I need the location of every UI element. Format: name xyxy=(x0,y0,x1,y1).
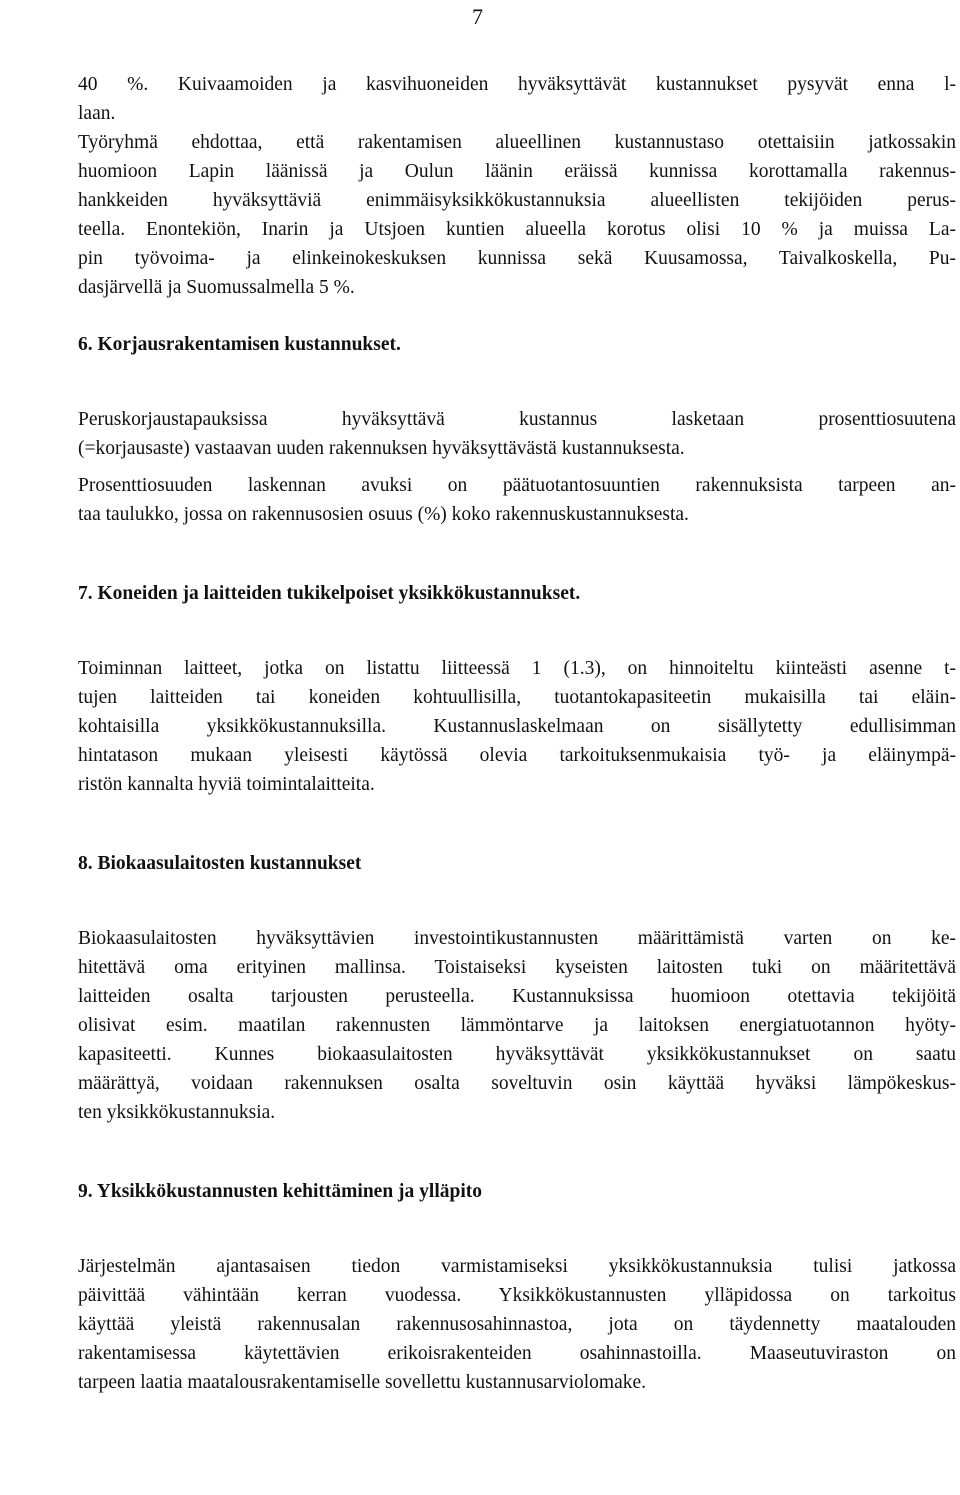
section-6-paragraph-2 xyxy=(78,471,956,529)
section-9-paragraph-1 xyxy=(78,1252,956,1397)
text-line: rakentamisessa käytettävien erikoisrakenteiden osahinnastoilla. Maaseutuviraston on xyxy=(78,1343,956,1364)
text-line: hintatason mukaan yleisesti käytössä olevia tarkoituksenmukaisia työ- ja eläinympä- xyxy=(78,745,956,766)
intro-paragraph xyxy=(78,70,956,302)
text-line: ristön kannalta hyviä toimintalaitteita. xyxy=(78,774,375,795)
text-line: dasjärvellä ja Suomussalmella 5 %. xyxy=(78,277,355,298)
text-line: Järjestelmän ajantasaisen tiedon varmistamiseksi yksikkökustannuksia tulisi jatkossa xyxy=(78,1256,956,1277)
text-line: laitteiden osalta tarjousten perusteella. Kustannuksissa huomioon otettavia tekijöitä xyxy=(78,986,956,1007)
text-line: olisivat esim. maatilan rakennusten lämmöntarve ja laitoksen energiatuotannon hyöty- xyxy=(78,1015,956,1036)
text-line: Biokaasulaitosten hyväksyttävien investointikustannusten määrittämistä varten on ke- xyxy=(78,928,956,949)
page-number: 7 xyxy=(472,4,483,29)
text-line: Toiminnan laitteet, jotka on listattu liitteessä 1 (1.3), on hinnoiteltu kiinteästi asenne t- xyxy=(78,658,956,679)
section-7-heading: 7. Koneiden ja laitteiden tukikelpoiset yksikkökustannukset. xyxy=(78,583,581,604)
section-7-paragraph-1 xyxy=(78,654,956,799)
text-line: Prosenttiosuuden laskennan avuksi on päätuotantosuuntien rakennuksista tarpeen an- xyxy=(78,475,956,496)
text-line: määrättyä, voidaan rakennuksen osalta soveltuvin osin käyttää hyväksi lämpökeskus- xyxy=(78,1073,956,1094)
section-8-heading: 8. Biokaasulaitosten kustannukset xyxy=(78,853,362,874)
text-line: ten yksikkökustannuksia. xyxy=(78,1102,276,1123)
text-line: Työryhmä ehdottaa, että rakentamisen alueellinen kustannustaso otettaisiin jatkossakin xyxy=(78,132,956,153)
text-line: tujen laitteiden tai koneiden kohtuullisilla, tuotantokapasiteetin mukaisilla tai eläin- xyxy=(78,687,956,708)
text-line: pin työvoima- ja elinkeinokeskuksen kunnissa sekä Kuusamossa, Taivalkoskella, Pu- xyxy=(78,248,956,269)
text-line: teella. Enontekiön, Inarin ja Utsjoen kuntien alueella korotus olisi 10 % ja muissa La- xyxy=(78,219,956,240)
text-line: taa taulukko, jossa on rakennusosien osuus (%) koko rakennuskustannuksesta. xyxy=(78,504,689,525)
text-line: huomioon Lapin läänissä ja Oulun läänin eräissä kunnissa korottamalla rakennus- xyxy=(78,161,956,182)
text-line: laan. xyxy=(78,103,116,124)
text-line: 40 %. Kuivaamoiden ja kasvihuoneiden hyväksyttävät kustannukset pysyvät enna l- xyxy=(78,74,956,95)
text-line: hitettävä oma erityinen mallinsa. Toistaiseksi kyseisten laitosten tuki on määritettävä xyxy=(78,957,956,978)
text-line: (=korjausaste) vastaavan uuden rakennuksen hyväksyttävästä kustannuksesta. xyxy=(78,438,685,459)
text-line: kohtaisilla yksikkökustannuksilla. Kustannuslaskelmaan on sisällytetty edullisimman xyxy=(78,716,956,737)
text-line: Peruskorjaustapauksissa hyväksyttävä kustannus lasketaan prosenttiosuutena xyxy=(78,409,956,430)
section-9-heading: 9. Yksikkökustannusten kehittäminen ja ylläpito xyxy=(78,1181,483,1202)
text-line: kapasiteetti. Kunnes biokaasulaitosten hyväksyttävät yksikkökustannukset on saatu xyxy=(78,1044,956,1065)
section-6-paragraph-1 xyxy=(78,405,956,463)
text-line: käyttää yleistä rakennusalan rakennusosahinnastoa, jota on täydennetty maatalouden xyxy=(78,1314,956,1335)
section-8-paragraph-1 xyxy=(78,924,956,1127)
page-content xyxy=(78,70,956,1397)
text-line: hankkeiden hyväksyttäviä enimmäisyksikkökustannuksia alueellisten tekijöiden perus- xyxy=(78,190,956,211)
section-6-heading: 6. Korjausrakentamisen kustannukset. xyxy=(78,334,401,355)
text-line: päivittää vähintään kerran vuodessa. Yksikkökustannusten ylläpidossa on tarkoitus xyxy=(78,1285,956,1306)
text-line: tarpeen laatia maatalousrakentamiselle sovellettu kustannusarviolomake. xyxy=(78,1372,647,1393)
